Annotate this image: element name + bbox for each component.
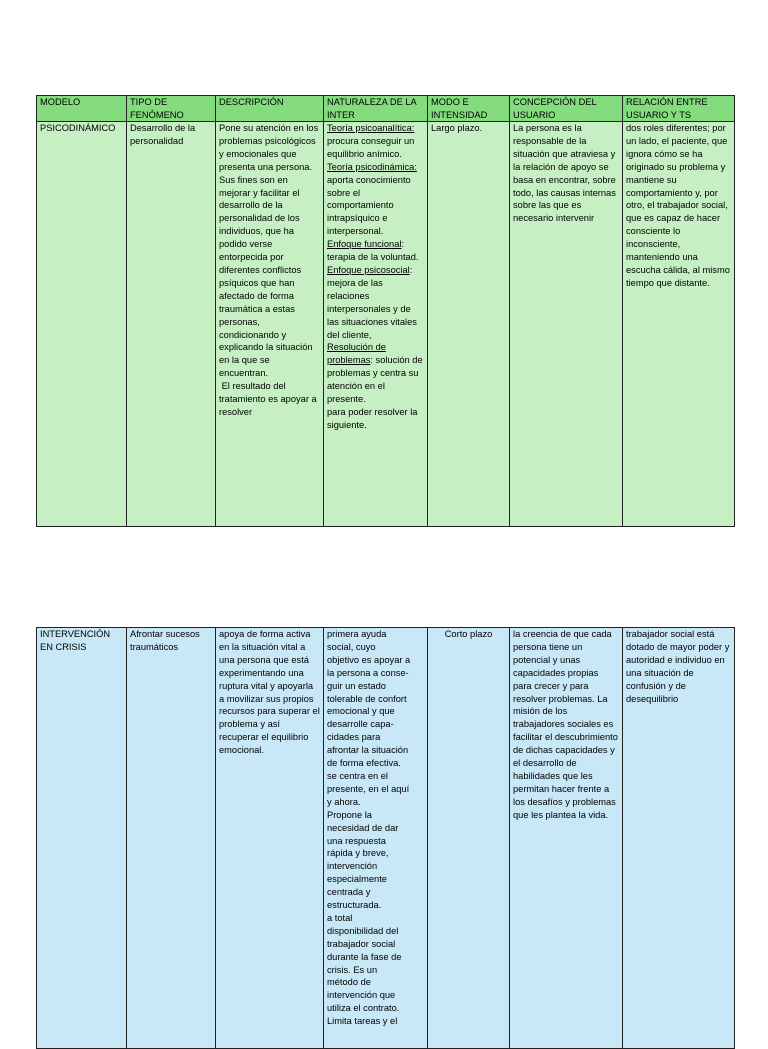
naturaleza-line: desarrolle capa- (327, 719, 394, 730)
naturaleza-line: emocional y que (327, 706, 395, 717)
naturaleza-line: a total (327, 912, 353, 923)
naturaleza-item-text: : mejora de las relaciones interpersonales y de las situaciones vitales del cliente, (327, 264, 417, 340)
naturaleza-line: una respuesta (327, 835, 386, 846)
naturaleza-item-text: aporta conocimiento sobre el comportamiento intrapsíquico e interpersonal. (327, 174, 411, 237)
naturaleza-item-title: Resolución de problemas (327, 342, 386, 366)
naturaleza-line: cidades para (327, 732, 381, 743)
cell-naturaleza (324, 122, 428, 527)
naturaleza-line: crisis. Es un (327, 964, 378, 975)
naturaleza-line: intervención (327, 861, 378, 872)
cell-modelo: INTERVENCIÓN EN CRISIS (37, 628, 127, 1049)
naturaleza-item-title: Teoría psicoanalítica: (327, 123, 415, 133)
cell-modo: Largo plazo. (428, 122, 510, 527)
naturaleza-line: intervención que (327, 990, 396, 1001)
naturaleza-item-text: procura conseguir un equilibrio anímico. (327, 135, 415, 159)
cell-concepcion: La persona es la responsable de la situación que atraviesa y la relación de apoyo se basa en encontrar, sobre todo, las causas internas sobre las que es necesario intervenir (510, 122, 623, 527)
table-row (37, 122, 735, 527)
naturaleza-line: estructurada. (327, 900, 382, 911)
cell-naturaleza (324, 628, 428, 1049)
naturaleza-tail: para poder resolver la siguiente. (327, 406, 418, 430)
naturaleza-line: objetivo es apoyar a (327, 654, 411, 665)
naturaleza-line: se centra en el (327, 770, 388, 781)
naturaleza-line: durante la fase de (327, 951, 402, 962)
table-row (37, 628, 735, 1049)
naturaleza-line: presente, en el aquí (327, 783, 410, 794)
cell-descripcion: apoya de forma activa en la situación vital a una persona que está experimentando una ruptura vital y apoyarla a movilizar sus propios recursos para superar el problema y así recuperar el equilibrio emocional. (216, 628, 324, 1049)
naturaleza-line: centrada y (327, 887, 371, 898)
intervencion-crisis-table (36, 627, 735, 1049)
naturaleza-line: trabajador social (327, 938, 396, 949)
naturaleza-item-title: Enfoque psicosocial (327, 264, 410, 275)
naturaleza-line: primera ayuda (327, 629, 387, 639)
header-descripcion: DESCRIPCIÓN (216, 96, 324, 122)
naturaleza-line: tolerable de confort (327, 693, 407, 704)
table-header-row (37, 96, 735, 122)
naturaleza-item (327, 341, 424, 406)
cell-descripcion (216, 122, 324, 527)
naturaleza-item-text: : solución de problemas y centra su atención en el presente. (327, 355, 423, 405)
header-relacion-usuario-ts: RELACIÓN ENTRE USUARIO Y TS (623, 96, 735, 122)
naturaleza-line: rápida y breve, (327, 848, 389, 859)
psicodinamico-table (36, 95, 735, 527)
naturaleza-item (327, 264, 424, 341)
cell-modelo: PSICODINÁMICO (37, 122, 127, 527)
header-concepcion-usuario: CONCEPCIÓN DEL USUARIO (510, 96, 623, 122)
naturaleza-item (327, 161, 424, 238)
naturaleza-line: método de (327, 977, 371, 988)
naturaleza-line: guir un estado (327, 680, 386, 691)
naturaleza-item (327, 238, 424, 264)
naturaleza-line: Limita tareas y el (327, 1016, 398, 1027)
descripcion-text: Pone su atención en los problemas psicológicos y emocionales que presenta una persona. Sus fines son en mejorar y facilitar el desarrollo de la personalidad de los individuos, que ha podido verse entorpecida por diferentes conflictos psíquicos que han afectado de forma traumática a estas personas, condicionando y explicando la situación en la que se encuentran. (219, 123, 319, 379)
header-tipo-fenomeno: TIPO DE FENÓMENO (127, 96, 216, 122)
header-modelo: MODELO (37, 96, 127, 122)
cell-tipo: Desarrollo de la personalidad (127, 122, 216, 527)
cell-relacion: trabajador social está dotado de mayor poder y autoridad e individuo en una situación de confusión y de desequilibrio (623, 628, 735, 1049)
naturaleza-line: de forma efectiva. (327, 758, 401, 769)
naturaleza-line: la persona a conse- (327, 667, 409, 678)
cell-relacion: dos roles diferentes; por un lado, el paciente, que ignora cómo se ha originado su problema y mantiene su comportamiento y, por otro, el trabajador social, que es capaz de hacer consciente lo inconsciente, manteniendo una escucha cálida, al mismo tiempo que distante. (623, 122, 735, 527)
naturaleza-line: afrontar la situación (327, 745, 409, 756)
cell-concepcion: la creencia de que cada persona tiene un potencial y unas capacidades propias para crecer y para resolver problemas. La misión de los trabajadores sociales es facilitar el descubrimiento de dichas capacidades y el desarrollo de habilidades que les permitan hacer frente a los desafíos y problemas que les plantea la vida. (510, 628, 623, 1049)
naturaleza-line: disponibilidad del (327, 925, 399, 936)
naturaleza-item-text: : terapia de la voluntad. (327, 239, 419, 263)
cell-tipo: Afrontar sucesos traumáticos (127, 628, 216, 1049)
naturaleza-line: especialmente (327, 874, 387, 885)
naturaleza-item (327, 122, 424, 161)
naturaleza-line: utiliza el contrato. (327, 1003, 400, 1014)
descripcion-result: El resultado del tratamiento es apoyar a resolver (219, 381, 320, 417)
naturaleza-line: necesidad de dar (327, 822, 399, 833)
naturaleza-item-title: Teoría psicodinámica: (327, 161, 417, 172)
naturaleza-line: social, cuyo (327, 641, 376, 652)
naturaleza-line: Propone la (327, 809, 372, 820)
naturaleza-item-title: Enfoque funcional (327, 239, 402, 250)
header-modo-intensidad: MODO E INTENSIDAD (428, 96, 510, 122)
naturaleza-line: y ahora. (327, 796, 361, 807)
header-naturaleza: NATURALEZA DE LA INTER (324, 96, 428, 122)
cell-modo: Corto plazo (428, 628, 510, 1049)
